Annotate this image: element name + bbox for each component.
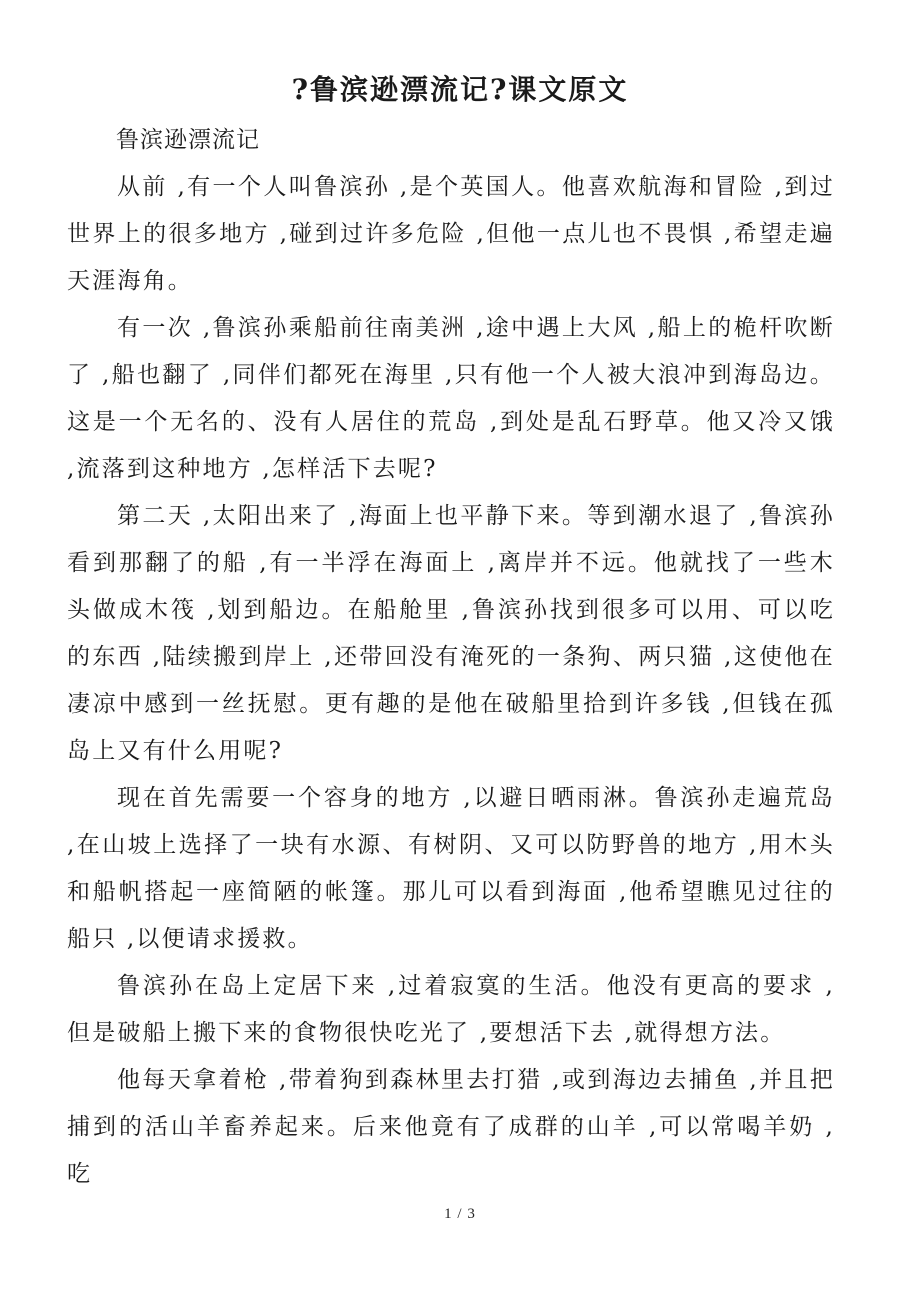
- document-title: ?鲁滨逊漂流记?课文原文: [291, 73, 629, 106]
- document-body: [67, 164, 835, 1198]
- document-subtitle: 鲁滨逊漂流记: [116, 127, 260, 153]
- paragraph: 鲁滨孙在岛上定居下来 ,过着寂寞的生活。他没有更高的要求 ,但是破船上搬下来的食物很快吃光了 ,要想活下去 ,就得想方法。: [67, 973, 835, 1046]
- paragraph: 现在首先需要一个容身的地方 ,以避日晒雨淋。鲁滨孙走遍荒岛 ,在山坡上选择了一块有水源、有树阴、又可以防野兽的地方 ,用木头和船帆搭起一座简陋的帐篷。那儿可以看到海面 ,他希望瞧见过往的船只 ,以便请求援救。: [67, 785, 835, 952]
- paragraph: 他每天拿着枪 ,带着狗到森林里去打猎 ,或到海边去捕鱼 ,并且把捕到的活山羊畜养起来。后来他竟有了成群的山羊 ,可以常喝羊奶 ,吃: [67, 1067, 835, 1187]
- paragraph: 第二天 ,太阳出来了 ,海面上也平静下来。等到潮水退了 ,鲁滨孙看到那翻了的船 ,有一半浮在海面上 ,离岸并不远。他就找了一些木头做成木筏 ,划到船边。在船舱里 ,鲁滨孙找到很多可以用、可以吃的东西 ,陆续搬到岸上 ,还带回没有淹死的一条狗、两只猫 ,这使他在凄凉中感到一丝抚慰。更有趣的是他在破船里拾到许多钱 ,但钱在孤岛上又有什么用呢?: [67, 503, 835, 764]
- paragraph: 从前 ,有一个人叫鲁滨孙 ,是个英国人。他喜欢航海和冒险 ,到过世界上的很多地方 ,碰到过许多危险 ,但他一点儿也不畏惧 ,希望走遍天涯海角。: [67, 174, 835, 294]
- page-number: 1 / 3: [444, 1206, 476, 1222]
- paragraph: 有一次 ,鲁滨孙乘船前往南美洲 ,途中遇上大风 ,船上的桅杆吹断了 ,船也翻了 ,同伴们都死在海里 ,只有他一个人被大浪冲到海岛边。这是一个无名的、没有人居住的荒岛 ,到处是乱石野草。他又冷又饿 ,流落到这种地方 ,怎样活下去呢?: [67, 315, 835, 482]
